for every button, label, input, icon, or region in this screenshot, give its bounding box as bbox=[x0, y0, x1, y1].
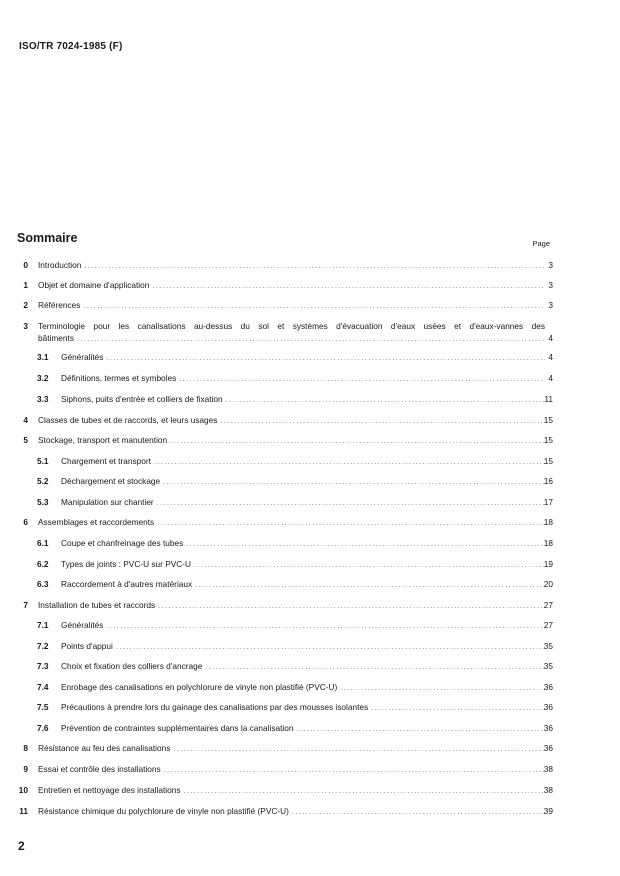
entry-page: 18 bbox=[543, 538, 553, 548]
entry-number: 3.3 bbox=[37, 394, 49, 404]
entry-title: Classes de tubes et de raccords, et leurs usages bbox=[38, 415, 218, 425]
toc-entry[interactable] bbox=[0, 259, 620, 271]
entry-page: 36 bbox=[543, 682, 553, 692]
toc-subentry[interactable] bbox=[0, 455, 620, 467]
toc-entry-page-row bbox=[0, 332, 620, 344]
entry-title: Enrobage des canalisations en polychlorure de vinyle non plastifié (PVC-U) bbox=[61, 682, 338, 692]
page-column-header: Page bbox=[532, 239, 550, 248]
entry-page: 18 bbox=[543, 517, 553, 527]
entry-page: 19 bbox=[543, 559, 553, 569]
entry-title: Types de joints : PVC-U sur PVC-U bbox=[61, 559, 192, 569]
toc-entry[interactable] bbox=[0, 599, 620, 611]
entry-page: 15 bbox=[543, 456, 553, 466]
entry-page: 17 bbox=[543, 497, 553, 507]
toc-subentry[interactable] bbox=[0, 701, 620, 713]
entry-title: Généralités bbox=[61, 352, 104, 362]
entry-page: 27 bbox=[543, 600, 553, 610]
entry-page: 39 bbox=[543, 806, 553, 816]
entry-title: Prévention de contraintes supplémentaires dans la canalisation bbox=[61, 723, 294, 733]
entry-number: 2 bbox=[23, 300, 28, 310]
entry-page: 11 bbox=[544, 394, 553, 404]
entry-page: 36 bbox=[543, 743, 553, 753]
entry-title: Déchargement et stockage bbox=[61, 476, 161, 486]
toc-entry[interactable] bbox=[0, 414, 620, 426]
document-id: ISO/TR 7024-1985 (F) bbox=[19, 41, 123, 52]
entry-number: 0 bbox=[23, 260, 28, 270]
entry-page: 3 bbox=[548, 260, 553, 270]
entry-number: 7.6 bbox=[37, 723, 49, 733]
entry-number: 7.2 bbox=[37, 641, 49, 651]
entry-number: 7.3 bbox=[37, 661, 49, 671]
entry-page: 27 bbox=[543, 620, 553, 630]
toc-entry[interactable] bbox=[0, 299, 620, 311]
entry-title: Points d'appui bbox=[61, 641, 113, 651]
toc-subentry[interactable] bbox=[0, 372, 620, 384]
entry-page: 36 bbox=[543, 723, 553, 733]
entry-number: 7 bbox=[23, 600, 28, 610]
entry-number: 11 bbox=[19, 806, 28, 816]
entry-number: 5.3 bbox=[37, 497, 49, 507]
entry-page: 20 bbox=[543, 579, 553, 589]
toc-subentry[interactable] bbox=[0, 660, 620, 672]
entry-number: 5.1 bbox=[37, 456, 49, 466]
entry-number: 6.3 bbox=[37, 579, 49, 589]
entry-page: 38 bbox=[543, 785, 553, 795]
entry-title: Choix et fixation des colliers d'ancrage bbox=[61, 661, 203, 671]
toc-entry[interactable] bbox=[0, 805, 620, 817]
toc-entry[interactable] bbox=[0, 763, 620, 775]
entry-number: 5.2 bbox=[37, 476, 49, 486]
entry-page: 15 bbox=[543, 435, 553, 445]
entry-number: 7.4 bbox=[37, 682, 49, 692]
toc-subentry[interactable] bbox=[0, 537, 620, 549]
toc-subentry[interactable] bbox=[0, 578, 620, 590]
entry-page: 4 bbox=[548, 373, 553, 383]
toc-entry[interactable] bbox=[0, 516, 620, 528]
entry-number: 7.5 bbox=[37, 702, 49, 712]
entry-number: 8 bbox=[23, 743, 28, 753]
toc-subentry[interactable] bbox=[0, 619, 620, 631]
entry-title: Définitions, termes et symboles bbox=[61, 373, 177, 383]
entry-number: 6.1 bbox=[37, 538, 49, 548]
entry-number: 10 bbox=[18, 785, 28, 795]
entry-title: Résistance au feu des canalisations bbox=[38, 743, 171, 753]
entry-page: 4 bbox=[548, 352, 553, 362]
toc-subentry[interactable] bbox=[0, 722, 620, 734]
toc-entry[interactable] bbox=[0, 434, 620, 446]
entry-page: 38 bbox=[543, 764, 553, 774]
entry-number: 1 bbox=[23, 280, 28, 290]
toc-subentry[interactable] bbox=[0, 640, 620, 652]
entry-title: Siphons, puits d'entrée et colliers de fixation bbox=[61, 394, 223, 404]
entry-page: 35 bbox=[543, 641, 553, 651]
entry-title: Précautions à prendre lors du gainage des canalisations par des mousses isolantes bbox=[61, 702, 369, 712]
entry-page: 36 bbox=[543, 702, 553, 712]
entry-title: Stockage, transport et manutention bbox=[38, 435, 168, 445]
entry-title: Résistance chimique du polychlorure de vinyle non plastifié (PVC-U) bbox=[38, 806, 289, 816]
entry-page: 35 bbox=[543, 661, 553, 671]
entry-title: Objet et domaine d'application bbox=[38, 280, 150, 290]
entry-number: 3.2 bbox=[37, 373, 49, 383]
toc-subentry[interactable] bbox=[0, 475, 620, 487]
toc-subentry[interactable] bbox=[0, 351, 620, 363]
entry-title: Manipulation sur chantier bbox=[61, 497, 154, 507]
entry-title: Assemblages et raccordements bbox=[38, 517, 155, 527]
toc-title: Sommaire bbox=[17, 231, 78, 245]
toc-entry[interactable] bbox=[0, 279, 620, 291]
entry-page: 16 bbox=[543, 476, 553, 486]
page-number: 2 bbox=[18, 839, 25, 853]
entry-page: 3 bbox=[548, 280, 553, 290]
entry-title: Installation de tubes et raccords bbox=[38, 600, 156, 610]
entry-title: Introduction bbox=[38, 260, 82, 270]
entry-number: 3.1 bbox=[37, 352, 49, 362]
entry-number: 5 bbox=[23, 435, 28, 445]
entry-page: 3 bbox=[548, 300, 553, 310]
entry-number: 7.1 bbox=[37, 620, 49, 630]
entry-title: Terminologie pour les canalisations au-dessus du sol et systèmes d'évacuation d'eaux usées et d'eaux-vannes des bbox=[38, 321, 545, 331]
entry-title-continued: bâtiments bbox=[38, 333, 74, 343]
entry-number: 3 bbox=[23, 321, 28, 331]
toc-subentry[interactable] bbox=[0, 681, 620, 693]
toc-subentry[interactable] bbox=[0, 558, 620, 570]
entry-title: Généralités bbox=[61, 620, 104, 630]
toc-subentry[interactable] bbox=[0, 393, 620, 405]
entry-title: Essai et contrôle des installations bbox=[38, 764, 161, 774]
entry-number: 4 bbox=[23, 415, 28, 425]
entry-title: Chargement et transport bbox=[61, 456, 151, 466]
entry-title: Raccordement à d'autres matériaux bbox=[61, 579, 193, 589]
toc-subentry[interactable] bbox=[0, 496, 620, 508]
entry-number: 6.2 bbox=[37, 559, 49, 569]
entry-title: Références bbox=[38, 300, 81, 310]
toc-entry[interactable] bbox=[0, 742, 620, 754]
entry-number: 6 bbox=[23, 517, 28, 527]
entry-title: Coupe et chanfreinage des tubes bbox=[61, 538, 184, 548]
entry-number: 9 bbox=[23, 764, 28, 774]
entry-page: 15 bbox=[543, 415, 553, 425]
entry-page: 4 bbox=[548, 333, 553, 343]
toc-entry[interactable] bbox=[0, 784, 620, 796]
entry-title: Entretien et nettoyage des installations bbox=[38, 785, 181, 795]
